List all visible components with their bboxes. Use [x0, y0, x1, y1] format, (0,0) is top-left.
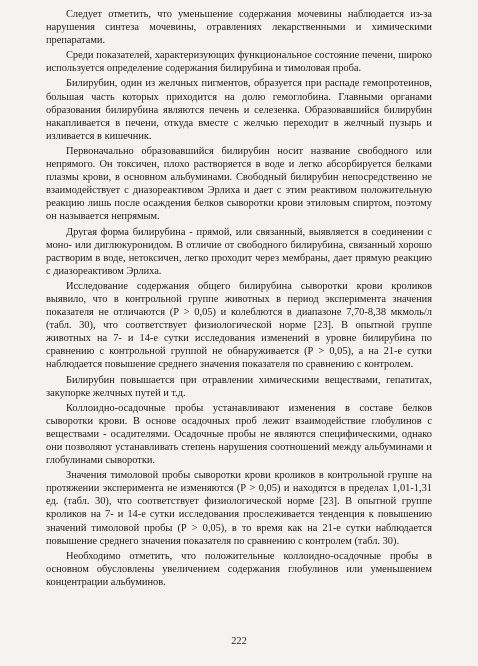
paragraph: Первоначально образовавшийся билирубин носит название свободного или непрямого. Он токсичен, плохо растворяется в воде и легко абсорбируется белками плазмы крови, в основном альбуминами. Свободный билирубин непосредственно не взаимодействует с диазореактивом Эрлиха и дает с этим реактивом положительную реакцию лишь после осаждения белков сыворотки крови этиловым спиртом, поэтому он называется непрямым. [46, 145, 432, 223]
paragraph: Значения тимоловой пробы сыворотки крови кроликов в контрольной группе на протяжении эксперимента не изменяются (Р > 0,05) и находятся в пределах 1,01-1,31 ед. (табл. 30), что соответствует физиологической норме [23]. В опытной группе кроликов на 7- и 14-е сутки исследования прослеживается тенденция к повышению значений тимоловой пробы (Р > 0,05), в то время как на 21-е сутки наблюдается повышение среднего значения показателя по сравнению с контролем (табл. 30). [46, 470, 432, 547]
paragraph: Билирубин повышается при отравлении химическими веществами, гепатитах, закупорке желчных путей и т.д. [46, 374, 432, 399]
page-body [46, 8, 432, 589]
paragraph: Исследование содержания общего билирубина сыворотки крови кроликов выявило, что в контрольной группе животных в период эксперимента значения показателя не отличаются (Р > 0,05) и колеблются в диапазоне 7,70-8,38 мкмоль/л (табл. 30), что соответствует физиологической норме [23]. В опытной группе животных на 7- и 14-е сутки исследования изменений в уровне билирубина по сравнению с контрольной группой не обнаруживается (Р > 0,05), а на 21-е сутки наблюдается повышение среднего значения показателя по сравнению с контролем. [46, 280, 432, 371]
paragraph: Другая форма билирубина - прямой, или связанный, выявляется в соединении с моно- или диглюкуронидом. В отличие от свободного билирубина, связанный хорошо растворим в воде, нетоксичен, легко проходит через мембраны, дает прямую реакцию с диазореактивом Эрлиха. [46, 226, 432, 277]
paragraph: Необходимо отметить, что положительные коллоидно-осадочные пробы в основном обусловлены увеличением содержания глобулинов или уменьшением концентрации альбуминов. [46, 550, 432, 588]
paragraph: Следует отметить, что уменьшение содержания мочевины наблюдается из-за нарушения синтеза мочевины, отравлениях лекарственными и химическими препаратами. [46, 9, 432, 47]
page-number: 222 [231, 636, 247, 647]
paragraph: Коллоидно-осадочные пробы устанавливают изменения в составе белков сыворотки крови. В основе осадочных проб лежит взаимодействие глобулинов с веществами - осадителями. Осадочные пробы не являются специфическими, однако они позволяют устанавливать степень нарушения соотношений между альбуминами и глобулинами сыворотки. [46, 402, 432, 467]
paragraph: Билирубин, один из желчных пигментов, образуется при распаде гемопротеинов, большая часть которых приходится на долю гемоглобина. Главными органами образования билирубина являются печень и селезенка. Образовавшийся билирубин накапливается в печени, откуда вместе с желчью переходит в желчный пузырь и изливается в кишечник. [46, 78, 432, 142]
paragraph: Среди показателей, характеризующих функциональное состояние печени, широко используется определение содержания билирубина и тимоловая проба. [46, 50, 432, 75]
